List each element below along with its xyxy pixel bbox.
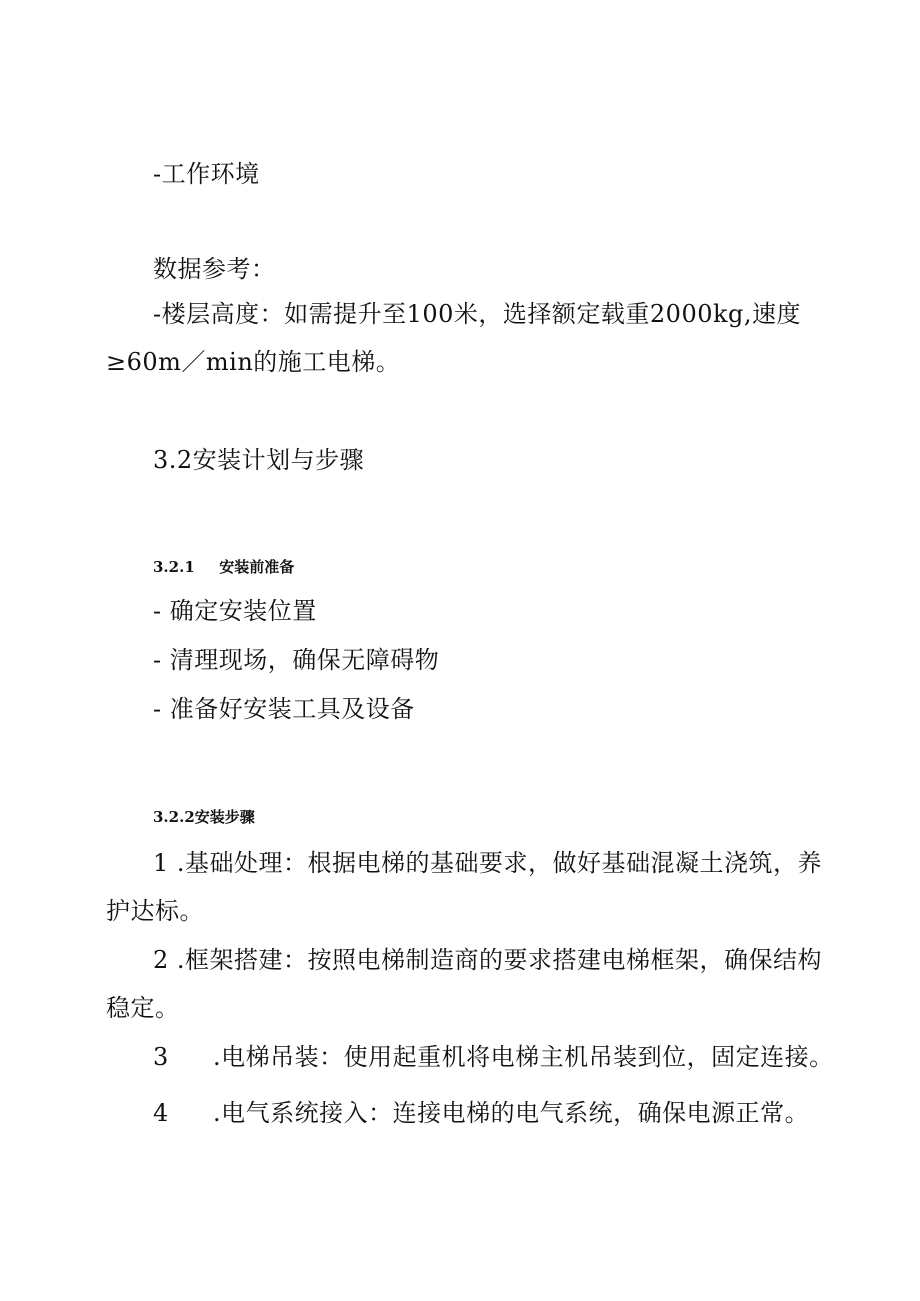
prep-item: - 确定安装位置	[153, 597, 317, 625]
step-3-text: .电梯吊装：使用起重机将电梯主机吊装到位，固定连接。	[213, 1043, 834, 1071]
step-4-text: .电气系统接入：连接电梯的电气系统，确保电源正常。	[213, 1099, 810, 1127]
section-3-2-1-heading	[153, 557, 294, 577]
step-2-line-2: 稳定。	[106, 994, 180, 1022]
step-4-line	[153, 1098, 809, 1128]
step-1-line-1: 1 .基础处理：根据电梯的基础要求，做好基础混凝土浇筑，养	[153, 849, 823, 877]
step-3-number: 3	[153, 1043, 169, 1071]
floor-height-line-2: ≥60m／min的施工电梯。	[106, 348, 401, 376]
data-ref-heading: 数据参考：	[153, 255, 276, 283]
step-1-line-2: 护达标。	[106, 897, 204, 925]
section-3-2-1-title: 安装前准备	[219, 558, 295, 576]
prep-item: - 清理现场，确保无障碍物	[153, 646, 440, 674]
step-3-line	[153, 1042, 834, 1072]
prep-item: - 准备好安装工具及设备	[153, 695, 415, 723]
section-3-2-2-heading: 3.2.2安装步骤	[153, 808, 255, 826]
section-3-2-1-number: 3.2.1	[153, 558, 195, 576]
section-3-2-heading: 3.2安装计划与步骤	[153, 446, 365, 474]
step-2-line-1: 2 .框架搭建：按照电梯制造商的要求搭建电梯框架，确保结构	[153, 946, 823, 974]
env-line: -工作环境	[153, 160, 260, 188]
step-4-number: 4	[153, 1099, 169, 1127]
floor-height-line-1: -楼层高度：如需提升至100米，选择额定载重2000kg,速度	[153, 300, 802, 328]
